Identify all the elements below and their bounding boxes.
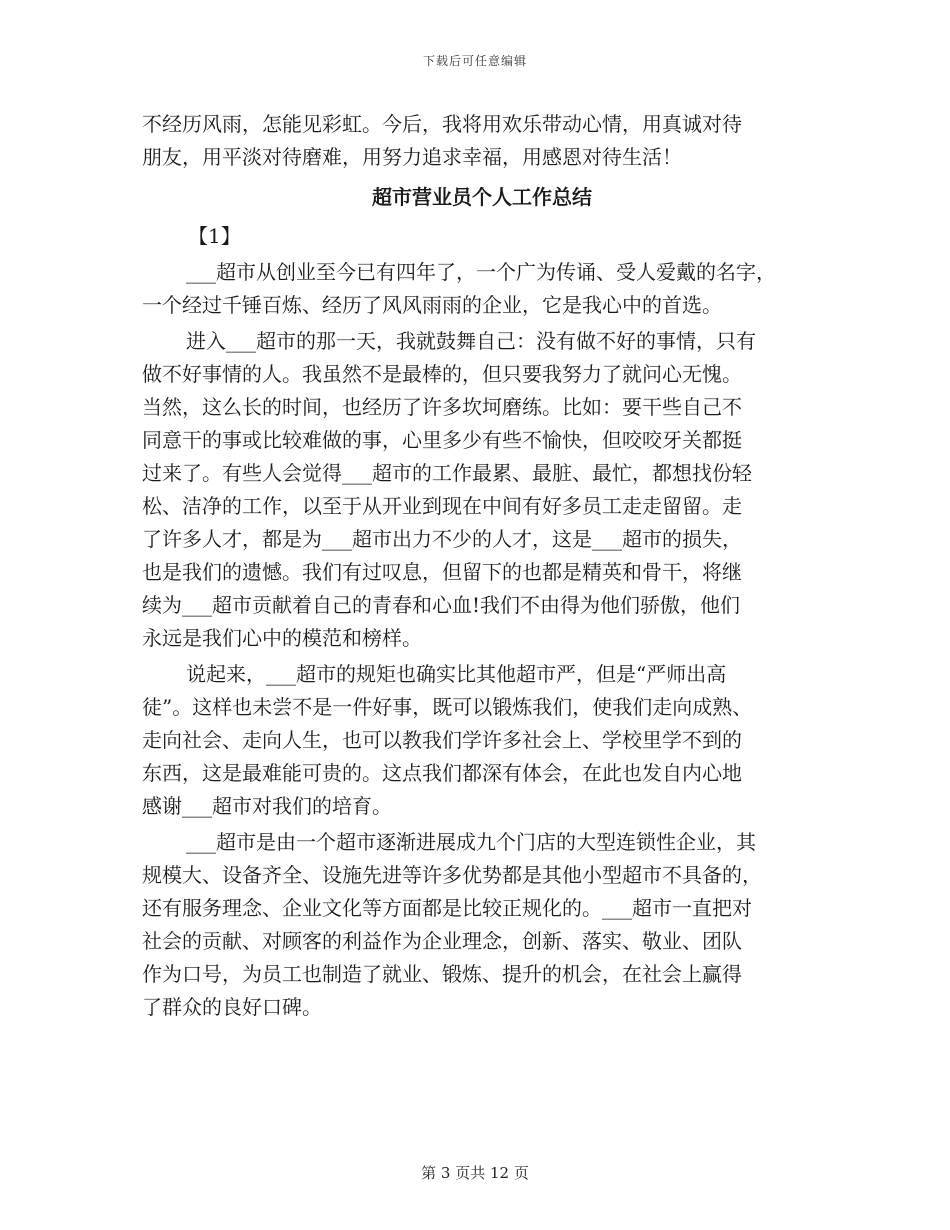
intro-line: 朋友，用平淡对待磨难，用努力追求幸福，用感恩对待生活！: [142, 145, 682, 169]
intro-line: 不经历风雨，怎能见彩虹。今后，我将用欢乐带动心情，用真诚对待: [142, 112, 742, 136]
paragraph-line: 说起来，___超市的规矩也确实比其他超市严，但是“严师出高: [186, 662, 727, 686]
paragraph-line: 了许多人才，都是为___超市出力不少的人才，这是___超市的损失，: [142, 527, 742, 551]
intro-paragraph: [142, 108, 822, 174]
paragraph-line: 社会的贡献、对顾客的利益作为企业理念，创新、落实、敬业、团队: [142, 929, 742, 953]
paragraph-line: ___超市从创业至今已有四年了，一个广为传诵、受人爱戴的名字，: [186, 260, 776, 284]
paragraph-line: 一个经过千锤百炼、经历了风风雨雨的企业，它是我心中的首选。: [142, 293, 722, 317]
paragraph-line: 作为口号，为员工也制造了就业、锻炼、提升的机会，在社会上赢得: [142, 962, 742, 986]
paragraph-line: 了群众的良好口碑。: [142, 995, 322, 1019]
article-title: 超市营业员个人工作总结: [372, 185, 592, 209]
paragraph-line: 当然，这么长的时间，也经历了许多坎坷磨练。比如：要干些自己不: [142, 395, 742, 419]
paragraph-2: [142, 325, 822, 655]
paragraph-4: [142, 826, 822, 1024]
paragraph-line: ___超市是由一个超市逐渐进展成九个门店的大型连锁性企业，其: [186, 830, 756, 854]
paragraph-line: 进入___超市的那一天，我就鼓舞自己：没有做不好的事情，只有: [186, 329, 756, 353]
paragraph-line: 徒”。这样也未尝不是一件好事，既可以锻炼我们，使我们走向成熟、: [142, 695, 753, 719]
paragraph-line: 走向社会、走向人生，也可以教我们学许多社会上、学校里学不到的: [142, 728, 742, 752]
document-body: [142, 108, 822, 1024]
page-number-footer: 第 3 页共 12 页: [421, 1164, 529, 1182]
section-number: 【1】: [188, 224, 241, 248]
paragraph-line: 续为___超市贡献着自己的青春和心血!我们不由得为他们骄傲，他们: [142, 593, 741, 617]
paragraph-line: 还有服务理念、企业文化等方面都是比较正规化的。___超市一直把对: [142, 896, 752, 920]
paragraph-line: 也是我们的遗憾。我们有过叹息，但留下的也都是精英和骨干，将继: [142, 560, 742, 584]
paragraph-line: 做不好事情的人。我虽然不是最棒的，但只要我努力了就问心无愧。: [142, 362, 742, 386]
paragraph-line: 永远是我们心中的模范和榜样。: [142, 626, 422, 650]
paragraph-3: [142, 658, 822, 823]
paragraph-line: 过来了。有些人会觉得___超市的工作最累、最脏、最忙，都想找份轻: [142, 461, 752, 485]
paragraph-1: [142, 256, 822, 322]
paragraph-line: 规模大、设备齐全、设施先进等许多优势都是其他小型超市不具备的，: [142, 863, 762, 887]
paragraph-line: 同意干的事或比较难做的事，心里多少有些不愉快，但咬咬牙关都挺: [142, 428, 742, 452]
paragraph-line: 感谢___超市对我们的培育。: [142, 794, 392, 818]
paragraph-line: 松、洁净的工作，以至于从开业到现在中间有好多员工走走留留。走: [142, 494, 742, 518]
paragraph-line: 东西，这是最难能可贵的。这点我们都深有体会，在此也发自内心地: [142, 761, 742, 785]
header-note: 下载后可任意编辑: [422, 54, 527, 68]
